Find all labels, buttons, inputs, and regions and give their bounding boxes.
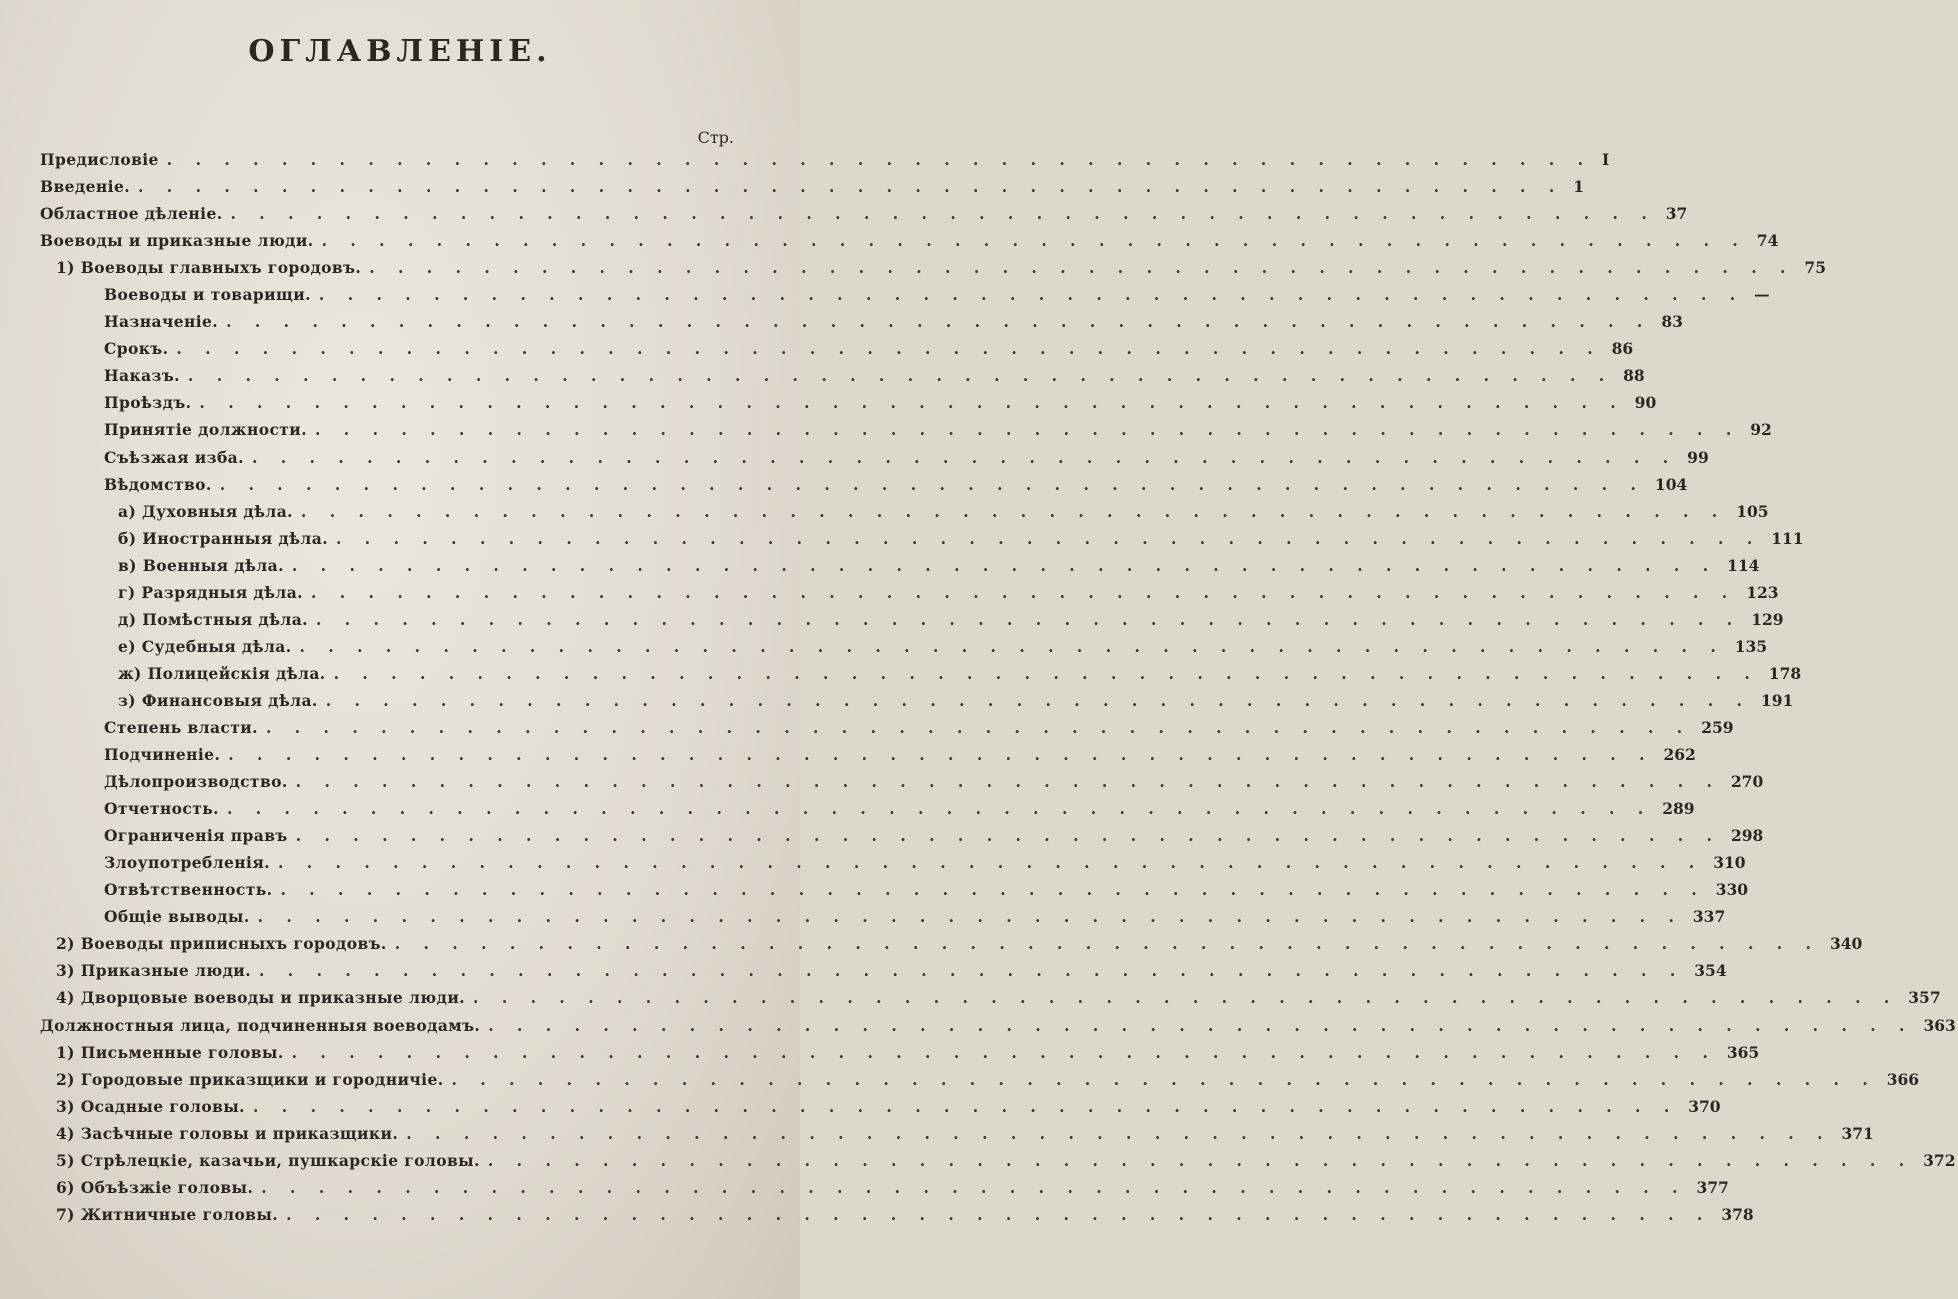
dot-leader: . . . . . . . . . . . . . . . . . . . . . . . . . . . . . . . . . . . . . . . . . . . . . . . . . . <box>251 447 1678 467</box>
toc-entry-page: 330 <box>1715 880 1749 900</box>
dot-leader: . . . . . . . . . . . . . . . . . . . . . . . . . . . . . . . . . . . . . . . . . . . . . . . . . . <box>315 420 1741 440</box>
toc-entry-page: 378 <box>1721 1204 1754 1224</box>
toc-entry-label: 6) Объѣзжiе головы. <box>56 1177 254 1197</box>
dot-leader: . . . . . . . . . . . . . . . . . . . . . . . . . . . . . . . . . . . . . . . . . . . . . . . . . . <box>226 312 1652 332</box>
dot-leader: . . . . . . . . . . . . . . . . . . . . . . . . . . . . . . . . . . . . . . . . . . . . . . . . . . <box>138 177 1564 197</box>
dot-leader: . . . . . . . . . . . . . . . . . . . . . . . . . . . . . . . . . . . . . . . . . . . . . . . . . . <box>315 609 1742 629</box>
dot-leader: . . . . . . . . . . . . . . . . . . . . . . . . . . . . . . . . . . . . . . . . . . . . . . . . . . <box>295 772 1721 792</box>
toc-entry <box>0 254 1826 281</box>
toc-entry-label: 7) Житничные головы. <box>56 1204 279 1224</box>
toc-entry-label: 4) Засѣчные головы и приказщики. <box>56 1123 399 1143</box>
dot-leader: . . . . . . . . . . . . . . . . . . . . . . . . . . . . . . . . . . . . . . . . . . . . . . . . . . <box>277 853 1704 873</box>
toc-entry-label: Проѣздъ. <box>104 393 192 413</box>
dot-leader: . . . . . . . . . . . . . . . . . . . . . . . . . . . . . . . . . . . . . . . . . . . . . . . . . . <box>406 1123 1832 1143</box>
dot-leader: . . . . . . . . . . . . . . . . . . . . . . . . . . . . . . . . . . . . . . . . . . . . . . . . . . <box>286 1204 1712 1224</box>
dot-leader: . . . . . . . . . . . . . . . . . . . . . . . . . . . . . . . . . . . . . . . . . . . . . . . . . . <box>299 636 1725 656</box>
toc-entry-page: 365 <box>1726 1042 1760 1062</box>
toc-entry <box>0 498 1769 525</box>
toc-entry-page: 129 <box>1751 609 1784 629</box>
toc-entry-label: Отчетность. <box>104 799 219 819</box>
toc-entry-page: 104 <box>1654 474 1688 494</box>
toc-entry-label: 1) Письменные головы. <box>56 1042 284 1062</box>
toc-entry-page: 289 <box>1662 799 1695 819</box>
dot-leader: . . . . . . . . . . . . . . . . . . . . . . . . . . . . . . . . . . . . . . . . . . . . . . . . . . <box>310 582 1737 602</box>
toc-entry-label: 3) Приказные люди. <box>56 961 252 981</box>
toc-entry-label: Воеводы и товарищи. <box>104 285 311 305</box>
toc-entry-label: ж) Полицейскiя дѣла. <box>118 663 326 683</box>
toc-entry-label: Степень власти. <box>104 717 258 737</box>
toc-entry-label: Отвѣтственность. <box>104 880 273 900</box>
toc-entry <box>0 876 1749 903</box>
dot-leader: . . . . . . . . . . . . . . . . . . . . . . . . . . . . . . . . . . . . . . . . . . . . . . . . . . <box>473 988 1899 1008</box>
toc-entry-page: 259 <box>1701 717 1734 737</box>
dot-leader: . . . . . . . . . . . . . . . . . . . . . . . . . . . . . . . . . . . . . . . . . . . . . . . . . . <box>487 1150 1914 1170</box>
toc-entry-page: 74 <box>1756 231 1779 251</box>
toc-entry-page: 357 <box>1908 988 1941 1008</box>
dot-leader: . . . . . . . . . . . . . . . . . . . . . . . . . . . . . . . . . . . . . . . . . . . . . . . . . . <box>219 474 1645 494</box>
dot-leader: . . . . . . . . . . . . . . . . . . . . . . . . . . . . . . . . . . . . . . . . . . . . . . . . . . <box>187 366 1614 386</box>
toc-entry <box>0 1012 1956 1039</box>
toc-entry-label: Принятiе должности. <box>104 420 307 440</box>
dot-leader: . . . . . . . . . . . . . . . . . . . . . . . . . . . . . . . . . . . . . . . . . . . . . . . . . . <box>369 258 1795 278</box>
toc-entry-page: 37 <box>1665 204 1688 224</box>
toc-entry-label: 5) Стрѣлецкiе, казачьи, пушкарскiе головы. <box>56 1150 480 1170</box>
toc-entry <box>0 930 1863 957</box>
toc-entry-page: 178 <box>1768 663 1802 683</box>
toc-entry-label: а) Духовныя дѣла. <box>118 501 293 521</box>
toc-entry <box>0 579 1779 606</box>
toc-entry-page: 363 <box>1923 1015 1956 1035</box>
dot-leader: . . . . . . . . . . . . . . . . . . . . . . . . . . . . . . . . . . . . . . . . . . . . . . . . . . <box>261 1177 1687 1197</box>
toc-entry-label: Ограниченiя правъ <box>104 826 288 846</box>
toc-entry <box>0 606 1784 633</box>
dot-leader: . . . . . . . . . . . . . . . . . . . . . . . . . . . . . . . . . . . . . . . . . . . . . . . . . . <box>336 528 1762 548</box>
toc-entry-page: 262 <box>1663 745 1696 765</box>
toc-entry <box>0 1093 1721 1120</box>
toc-entry-page: 75 <box>1804 258 1826 278</box>
dot-leader: . . . . . . . . . . . . . . . . . . . . . . . . . . . . . . . . . . . . . . . . . . . . . . . . . . <box>333 663 1759 683</box>
toc-entry-page: 86 <box>1611 339 1634 359</box>
toc-entry <box>0 1147 1956 1174</box>
toc-entry <box>0 173 1585 200</box>
dot-leader: . . . . . . . . . . . . . . . . . . . . . . . . . . . . . . . . . . . . . . . . . . . . . . . . . . <box>291 1042 1717 1062</box>
toc-entry-label: Должностныя лица, подчиненныя воеводамъ. <box>40 1015 481 1035</box>
dot-leader: . . . . . . . . . . . . . . . . . . . . . . . . . . . . . . . . . . . . . . . . . . . . . . . . . . <box>295 826 1721 846</box>
toc-entry <box>0 714 1734 741</box>
dot-leader: . . . . . . . . . . . . . . . . . . . . . . . . . . . . . . . . . . . . . . . . . . . . . . . . . . <box>318 285 1745 305</box>
toc-entry-page: 354 <box>1694 961 1727 981</box>
dot-leader: . . . . . . . . . . . . . . . . . . . . . . . . . . . . . . . . . . . . . . . . . . . . . . . . . . <box>166 150 1593 169</box>
table-of-contents <box>0 146 1956 1228</box>
toc-entry <box>0 795 1695 822</box>
toc-entry-page: 123 <box>1746 582 1779 602</box>
dot-leader: . . . . . . . . . . . . . . . . . . . . . . . . . . . . . . . . . . . . . . . . . . . . . . . . . . <box>451 1069 1877 1089</box>
dot-leader: . . . . . . . . . . . . . . . . . . . . . . . . . . . . . . . . . . . . . . . . . . . . . . . . . . <box>280 880 1706 900</box>
toc-entry-label: Предисловiе <box>40 150 159 169</box>
toc-entry-page: 88 <box>1623 366 1645 386</box>
toc-entry-page: 99 <box>1687 447 1709 467</box>
toc-entry-label: 1) Воеводы главныхъ городовъ. <box>56 258 362 278</box>
toc-entry-page: 90 <box>1634 393 1657 413</box>
toc-entry <box>0 741 1696 768</box>
dot-leader: . . . . . . . . . . . . . . . . . . . . . . . . . . . . . . . . . . . . . . . . . . . . . . . . . . <box>300 501 1727 521</box>
toc-entry-page: 83 <box>1661 312 1683 332</box>
dot-leader: . . . . . . . . . . . . . . . . . . . . . . . . . . . . . . . . . . . . . . . . . . . . . . . . . . <box>230 204 1656 224</box>
toc-entry-page: 135 <box>1734 636 1768 656</box>
toc-entry-label: Злоупотребленiя. <box>104 853 270 873</box>
dot-leader: . . . . . . . . . . . . . . . . . . . . . . . . . . . . . . . . . . . . . . . . . . . . . . . . . . <box>259 961 1685 981</box>
toc-entry <box>0 1174 1729 1201</box>
toc-entry-page: 366 <box>1886 1069 1920 1089</box>
toc-entry <box>0 633 1768 660</box>
toc-entry-label: Дѣлопроизводство. <box>104 772 288 792</box>
toc-entry-page: 340 <box>1829 934 1863 954</box>
dot-leader: . . . . . . . . . . . . . . . . . . . . . . . . . . . . . . . . . . . . . . . . . . . . . . . . . . <box>252 1096 1679 1116</box>
toc-entry <box>0 984 1941 1011</box>
toc-entry <box>0 227 1779 254</box>
toc-entry <box>0 687 1794 714</box>
dot-leader: . . . . . . . . . . . . . . . . . . . . . . . . . . . . . . . . . . . . . . . . . . . . . . . . . . <box>394 934 1820 954</box>
toc-entry-label: Вѣдомство. <box>104 474 212 494</box>
toc-entry <box>0 552 1760 579</box>
toc-entry <box>0 416 1772 443</box>
toc-entry-label: з) Финансовыя дѣла. <box>118 690 318 710</box>
toc-entry-page: 310 <box>1713 853 1746 873</box>
toc-entry-label: г) Разрядныя дѣла. <box>118 582 303 602</box>
toc-entry-page: 114 <box>1727 555 1760 575</box>
toc-entry-label: 4) Дворцовые воеводы и приказные люди. <box>56 988 466 1008</box>
toc-entry-label: е) Судебныя дѣла. <box>118 636 292 656</box>
toc-entry-label: Срокъ. <box>104 339 169 359</box>
toc-entry <box>0 1039 1760 1066</box>
toc-entry <box>0 200 1688 227</box>
page-title: ОГЛАВЛЕНIЕ. <box>248 34 552 69</box>
toc-entry-label: Наказъ. <box>104 366 180 386</box>
toc-entry <box>0 822 1764 849</box>
toc-entry <box>0 1120 1874 1147</box>
toc-entry-page: 270 <box>1730 772 1764 792</box>
toc-entry <box>0 660 1802 687</box>
toc-entry-label: Воеводы и приказные люди. <box>40 231 314 251</box>
toc-entry-page: 111 <box>1771 528 1804 548</box>
toc-entry-page: 105 <box>1736 501 1769 521</box>
toc-entry-page: 191 <box>1760 690 1794 710</box>
toc-entry-page: 1 <box>1573 177 1585 197</box>
page-column-header: Стр. <box>697 128 734 147</box>
toc-entry-label: 3) Осадные головы. <box>56 1096 245 1116</box>
toc-entry-label: Подчиненiе. <box>104 745 221 765</box>
toc-entry-label: д) Помѣстныя дѣла. <box>118 609 308 629</box>
toc-entry-label: в) Военныя дѣла. <box>118 555 284 575</box>
toc-entry <box>0 525 1804 552</box>
toc-entry <box>0 146 1610 173</box>
toc-entry-page: 337 <box>1692 907 1726 927</box>
toc-entry <box>0 849 1746 876</box>
toc-entry-page: — <box>1754 285 1770 305</box>
toc-entry-label: б) Иностранныя дѣла. <box>118 528 328 548</box>
toc-entry <box>0 335 1634 362</box>
toc-entry <box>0 1066 1920 1093</box>
dot-leader: . . . . . . . . . . . . . . . . . . . . . . . . . . . . . . . . . . . . . . . . . . . . . . . . . . <box>321 231 1747 251</box>
toc-entry <box>0 957 1727 984</box>
toc-entry <box>0 471 1688 498</box>
toc-entry-label: Областное дѣленiе. <box>40 204 223 224</box>
toc-entry-page: I <box>1602 150 1610 169</box>
toc-entry-label: 2) Городовые приказщики и городничiе. <box>56 1069 444 1089</box>
dot-leader: . . . . . . . . . . . . . . . . . . . . . . . . . . . . . . . . . . . . . . . . . . . . . . . . . . <box>257 907 1683 927</box>
toc-entry <box>0 768 1764 795</box>
dot-leader: . . . . . . . . . . . . . . . . . . . . . . . . . . . . . . . . . . . . . . . . . . . . . . . . . . <box>291 555 1718 575</box>
toc-entry <box>0 444 1709 471</box>
toc-entry <box>0 903 1726 930</box>
dot-leader: . . . . . . . . . . . . . . . . . . . . . . . . . . . . . . . . . . . . . . . . . . . . . . . . . . <box>488 1015 1914 1035</box>
dot-leader: . . . . . . . . . . . . . . . . . . . . . . . . . . . . . . . . . . . . . . . . . . . . . . . . . . <box>176 339 1602 359</box>
toc-entry <box>0 1201 1754 1228</box>
toc-entry-page: 370 <box>1688 1096 1721 1116</box>
toc-entry-page: 372 <box>1923 1150 1956 1170</box>
toc-entry-label: Съѣзжая изба. <box>104 447 244 467</box>
toc-entry <box>0 389 1657 416</box>
dot-leader: . . . . . . . . . . . . . . . . . . . . . . . . . . . . . . . . . . . . . . . . . . . . . . . . . . <box>199 393 1625 413</box>
toc-entry <box>0 362 1645 389</box>
toc-entry <box>0 281 1770 308</box>
toc-entry-label: Назначенiе. <box>104 312 219 332</box>
toc-entry-page: 92 <box>1750 420 1772 440</box>
toc-entry-page: 298 <box>1730 826 1764 846</box>
toc-entry-label: Введенiе. <box>40 177 131 197</box>
dot-leader: . . . . . . . . . . . . . . . . . . . . . . . . . . . . . . . . . . . . . . . . . . . . . . . . . . <box>325 690 1751 710</box>
toc-entry-page: 371 <box>1841 1123 1874 1143</box>
toc-entry-label: Общiе выводы. <box>104 907 250 927</box>
toc-entry-label: 2) Воеводы приписныхъ городовъ. <box>56 934 387 954</box>
dot-leader: . . . . . . . . . . . . . . . . . . . . . . . . . . . . . . . . . . . . . . . . . . . . . . . . . . <box>226 799 1653 819</box>
dot-leader: . . . . . . . . . . . . . . . . . . . . . . . . . . . . . . . . . . . . . . . . . . . . . . . . . . <box>228 745 1654 765</box>
toc-entry <box>0 308 1683 335</box>
dot-leader: . . . . . . . . . . . . . . . . . . . . . . . . . . . . . . . . . . . . . . . . . . . . . . . . . . <box>265 717 1692 737</box>
toc-entry-page: 377 <box>1696 1177 1729 1197</box>
